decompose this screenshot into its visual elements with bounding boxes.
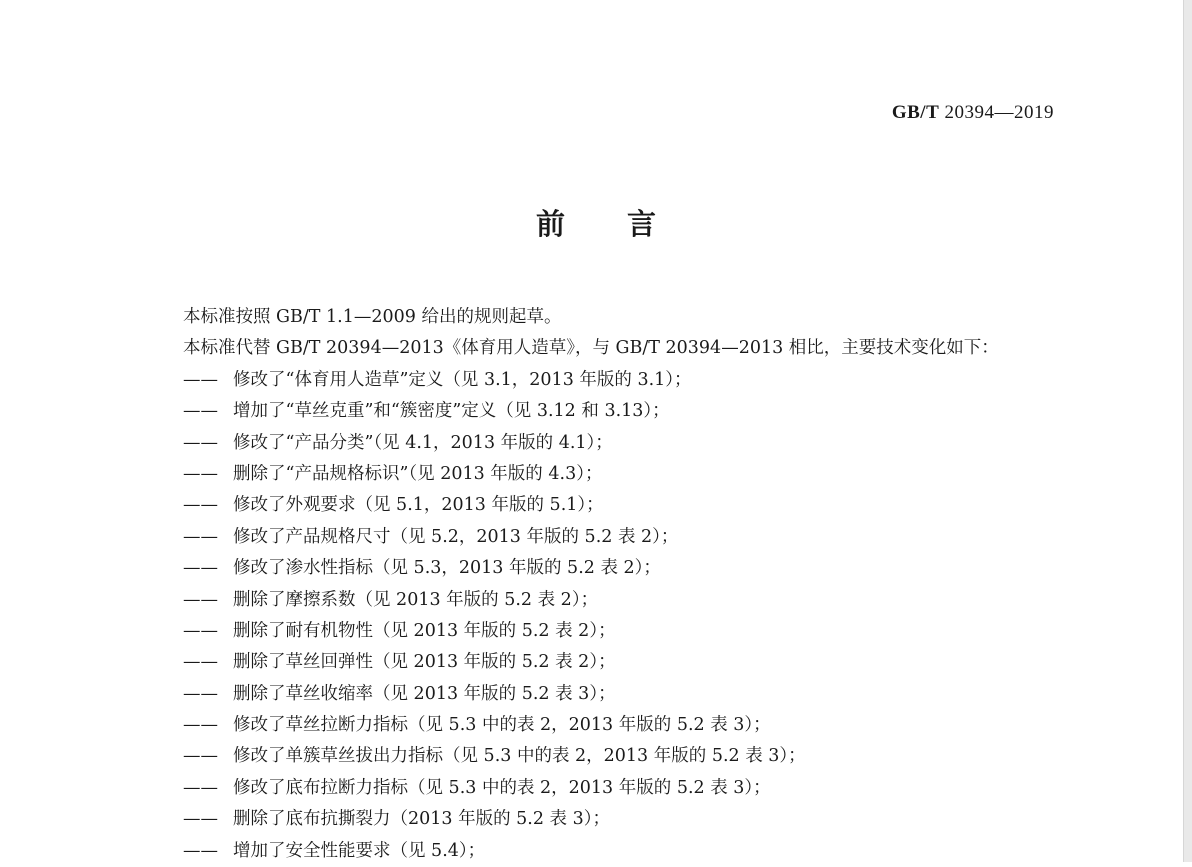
standard-code [892, 102, 1054, 124]
change-item [183, 710, 1083, 741]
document-body [183, 302, 1083, 867]
dash-marker: —— [183, 526, 218, 547]
change-text: 修改了“产品分类”（见 4.1，2013 年版的 4.1）； [233, 432, 613, 453]
change-item [183, 365, 1083, 396]
change-item [183, 741, 1083, 772]
change-text: 修改了单簇草丝拔出力指标（见 5.3 中的表 2，2013 年版的 5.2 表 3）； [233, 746, 806, 767]
change-text: 删除了草丝收缩率（见 2013 年版的 5.2 表 3）； [233, 683, 616, 704]
change-item [183, 522, 1083, 553]
change-text: 删除了草丝回弹性（见 2013 年版的 5.2 表 2）； [233, 652, 616, 673]
paragraph: 本标准代替 GB/T 20394—2013《体育用人造草》，与 GB/T 20394—2013 相比，主要技术变化如下： [183, 338, 999, 359]
dash-marker: —— [183, 432, 218, 453]
change-item [183, 459, 1083, 490]
dash-marker: —— [183, 589, 218, 610]
dash-marker: —— [183, 683, 218, 704]
change-text: 修改了产品规格尺寸（见 5.2，2013 年版的 5.2 表 2）； [233, 526, 679, 547]
change-item [183, 616, 1083, 647]
paragraph: 本标准按照 GB/T 1.1—2009 给出的规则起草。 [183, 307, 562, 327]
dash-marker: —— [183, 809, 218, 830]
change-item [183, 396, 1083, 427]
change-item [183, 647, 1083, 678]
change-text: 删除了“产品规格标识”（见 2013 年版的 4.3）； [233, 463, 603, 484]
change-item [183, 490, 1083, 521]
page-title: 前言 [535, 207, 718, 241]
dash-marker: —— [183, 369, 218, 390]
standard-code-number: 20394—2019 [944, 102, 1054, 123]
change-item [183, 585, 1083, 616]
change-text: 删除了耐有机物性（见 2013 年版的 5.2 表 2）； [233, 620, 616, 641]
change-item [183, 836, 1083, 867]
change-item [183, 804, 1083, 835]
change-item [183, 773, 1083, 804]
change-item [183, 679, 1083, 710]
dash-marker: —— [183, 652, 218, 673]
dash-marker: —— [183, 495, 218, 516]
dash-marker: —— [183, 620, 218, 641]
change-text: 删除了底布抗撕裂力（2013 年版的 5.2 表 3）； [233, 809, 611, 830]
dash-marker: —— [183, 746, 218, 767]
standard-code-prefix: GB/T [891, 102, 940, 123]
change-text: 增加了安全性能要求（见 5.4）； [233, 840, 486, 861]
dash-marker: —— [183, 715, 218, 736]
dash-marker: —— [183, 558, 218, 579]
dash-marker: —— [183, 840, 218, 861]
change-text: 删除了摩擦系数（见 2013 年版的 5.2 表 2）； [233, 589, 599, 610]
viewer-scrollbar[interactable] [1183, 0, 1192, 862]
change-text: 修改了草丝拉断力指标（见 5.3 中的表 2，2013 年版的 5.2 表 3）； [233, 715, 771, 736]
dash-marker: —— [183, 463, 218, 484]
change-text: 修改了外观要求（见 5.1，2013 年版的 5.1）； [233, 495, 604, 516]
dash-marker: —— [183, 777, 218, 798]
change-item [183, 428, 1083, 459]
change-text: 修改了底布拉断力指标（见 5.3 中的表 2，2013 年版的 5.2 表 3）； [233, 777, 771, 798]
change-text: 增加了“草丝克重”和“簇密度”定义（见 3.12 和 3.13）； [233, 401, 670, 422]
change-item [183, 553, 1083, 584]
dash-marker: —— [183, 401, 218, 422]
change-text: 修改了渗水性指标（见 5.3，2013 年版的 5.2 表 2）； [233, 558, 661, 579]
change-text: 修改了“体育用人造草”定义（见 3.1，2013 年版的 3.1）； [233, 369, 692, 390]
